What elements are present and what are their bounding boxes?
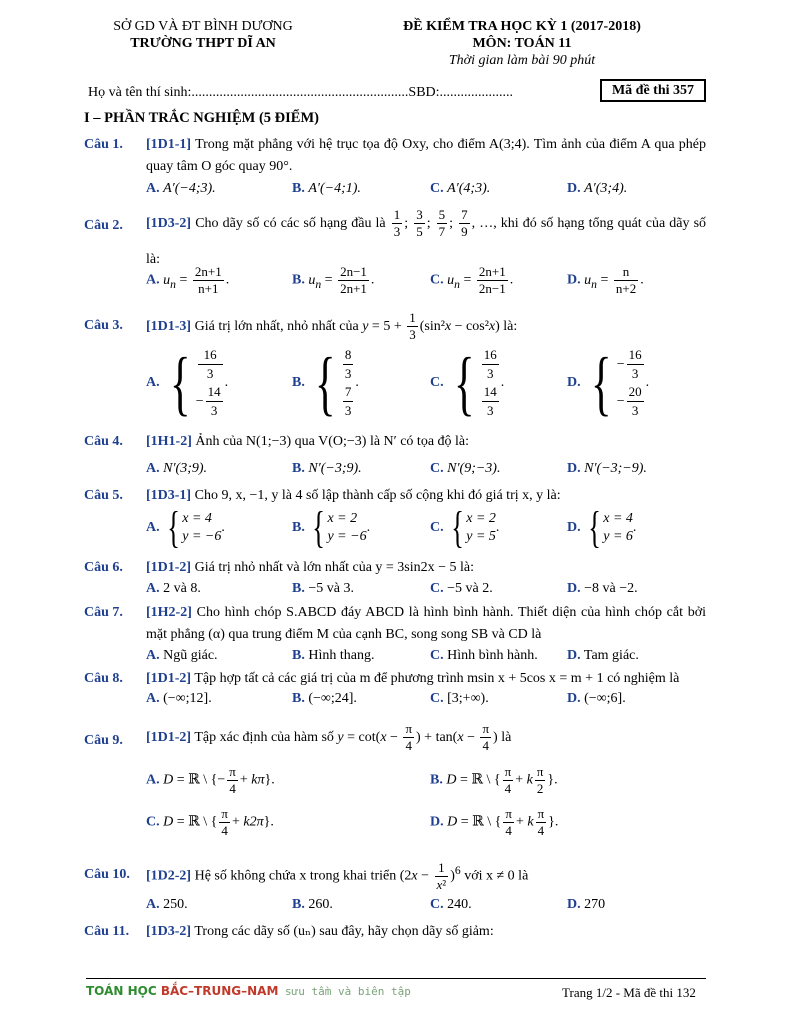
q6-option-d: D. −8 và −2. [567,581,638,596]
student-info-line: Họ và tên thí sinh:..............................................................SBD:..................... [88,85,514,100]
q2-option-a: A. $u_n$ = $\frac{2n+1}{n+1}$ . [146,264,230,296]
q3-option-c: C. { $\frac{16}{3}$ $\frac{14}{3}$ . [430,343,505,423]
section-title: I – PHẦN TRẮC NGHIỆM (5 ĐIỂM) [84,110,319,126]
q5-option-c: C. { x = 2 y = 5 . [430,503,500,552]
q8-option-d: D. (−∞;6]. [567,691,626,706]
q1-number: Câu 1. [84,137,123,152]
q9-option-b: B. D = ℝ \ { $\frac{\pi}{4}$ + k $\frac{\pi}{2}$ }. [430,764,558,796]
q4-option-b: B. N′(−3;9). [292,461,362,476]
q3-option-d: D. { − $\frac{16}{3}$ − $\frac{20}{3}$ . [567,343,650,423]
q3-option-a: A. { $\frac{16}{3}$ − $\frac{14}{3}$ . [146,343,229,423]
q4-option-d: D. N′(−3;−9). [567,461,647,476]
time-allowed: Thời gian làm bài 90 phút [448,53,596,68]
q7-option-d: D. Tam giác. [567,648,639,663]
q9-option-a: A. D = ℝ \ {− $\frac{\pi}{4}$ + kπ}. [146,764,275,796]
footer-divider [86,978,706,979]
q4-option-c: C. N′(9;−3). [430,461,501,476]
dept-name: SỞ GD VÀ ĐT BÌNH DƯƠNG [113,19,293,34]
q7-option-a: A. Ngũ giác. [146,648,218,663]
q5-number: Câu 5. [84,488,123,503]
q10-option-c: C. 240. [430,897,472,912]
q10-option-a: A. 250. [146,897,188,912]
q6-option-a: A. 2 và 8. [146,581,201,596]
q10-number: Câu 10. [84,867,130,882]
q6-text: [1D1-2] Giá trị nhỏ nhất và lớn nhất của y = 3sin2x − 5 là: [146,560,475,575]
q3-option-b: B. { $\frac{8}{3}$ $\frac{7}{3}$ . [292,343,359,423]
q8-number: Câu 8. [84,671,123,686]
q11-number: Câu 11. [84,924,130,939]
q7-number: Câu 7. [84,605,123,620]
q8-option-c: C. [3;+∞). [430,691,489,706]
q2-option-b: B. $u_n$ = $\frac{2n-1}{2n+1}$ . [292,264,375,296]
exam-code-box: Mã đề thi 357 [600,79,706,102]
q7-text: [1H2-2] Cho hình chóp S.ABCD đáy ABCD là hình bình hành. Thiết diện của hình chóp cắt bởi mặt phẳng (α) qua trung điểm M của cạnh BC, song song SB và CD là [146,605,706,642]
q11-text: [1D3-2] Trong các dãy số (uₙ) sau đây, hãy chọn dãy số giảm: [146,924,494,939]
q1-option-d: D. A′(3;4). [567,181,628,196]
q6-number: Câu 6. [84,560,123,575]
q7-option-b: B. Hình thang. [292,648,375,663]
subject: MÔN: TOÁN 11 [472,36,572,51]
header-right [372,18,672,69]
footer-page-number: Trang 1/2 - Mã đề thi 132 [562,985,696,1000]
q6-option-c: C. −5 và 2. [430,581,493,596]
footer-brand: TOÁN HỌC BẮC–TRUNG–NAM sưu tầm và biên tập [86,984,411,998]
q9-option-d: D. D = ℝ \ { $\frac{\pi}{4}$ + k $\frac{\pi}{4}$ }. [430,806,559,838]
q5-option-d: D. { x = 4 y = 6 . [567,503,637,552]
q3-number: Câu 3. [84,318,123,333]
q4-text: [1H1-2] Ảnh của N(1;−3) qua V(O;−3) là N′ có tọa độ là: [146,434,470,449]
q10-option-d: D. 270 [567,897,606,912]
q1-option-c: C. A′(4;3). [430,181,491,196]
q10-text: [1D2-2] Hệ số không chứa x trong khai triển (2x − $\frac{1}{\text{x²}}$ )$^6$ với x ≠ 0 là [146,859,529,892]
q1-text [146,134,706,178]
q5-option-b: B. { x = 2 y = −6 . [292,503,371,552]
q5-option-a: A. { x = 4 y = −6 . [146,503,225,552]
q1-tag: [1D1-1] [146,137,192,152]
school-name: TRƯỜNG THPT DĨ AN [130,36,276,51]
q1-stem: Trong mặt phẳng với hệ trục tọa độ Oxy, cho điểm A(3;4). Tìm ảnh của điểm A qua phép quay tâm O góc quay 90°. [146,137,706,174]
q4-option-a: A. N′(3;9). [146,461,208,476]
q8-option-b: B. (−∞;24]. [292,691,357,706]
q10-option-b: B. 260. [292,897,333,912]
q4-number: Câu 4. [84,434,123,449]
q1-option-b: B. A′(−4;1). [292,181,361,196]
q9-number: Câu 9. [84,733,123,748]
q8-option-a: A. (−∞;12]. [146,691,212,706]
q2-option-d: D. $u_n$ = $\frac{n}{n+2}$ . [567,264,644,296]
q8-text: [1D1-2] Tập hợp tất cả các giá trị của m để phương trình msin x + 5cos x = m + 1 có nghiệm là [146,671,680,686]
q1-option-a: A. A′(−4;3). [146,181,216,196]
q3-text: [1D1-3] Giá trị lớn nhất, nhỏ nhất của y = 5 + $\frac{1}{3}$ (sin²x − cos²x) là: [146,310,518,343]
q7-option-c: C. Hình bình hành. [430,648,538,663]
q2-number: Câu 2. [84,218,123,233]
q2-text: [1D3-2] Cho dãy số có các số hạng đầu là $\frac{1}{3}$ ; $\frac{3}{5}$ ; $\frac{5}{7}$ ; $\frac{7}{9}$ , …, khi đó số hạng tổng quát của dãy số là: [146,207,707,267]
q2-option-c: C. $u_n$ = $\frac{2n+1}{2n-1}$ . [430,264,514,296]
exam-title: ĐỀ KIỂM TRA HỌC KỲ 1 (2017-2018) [403,19,641,34]
q9-option-c: C. D = ℝ \ { $\frac{\pi}{4}$ + k2π}. [146,806,274,838]
header-left [88,18,318,52]
q6-option-b: B. −5 và 3. [292,581,354,596]
q9-text: [1D1-2] Tập xác định của hàm số y = cot(x − $\frac{\pi}{4}$ ) + tan(x − $\frac{\pi}{4}$ ) là [146,721,512,754]
q5-text: [1D3-1] Cho 9, x, −1, y là 4 số lập thành cấp số cộng khi đó giá trị x, y là: [146,488,561,503]
